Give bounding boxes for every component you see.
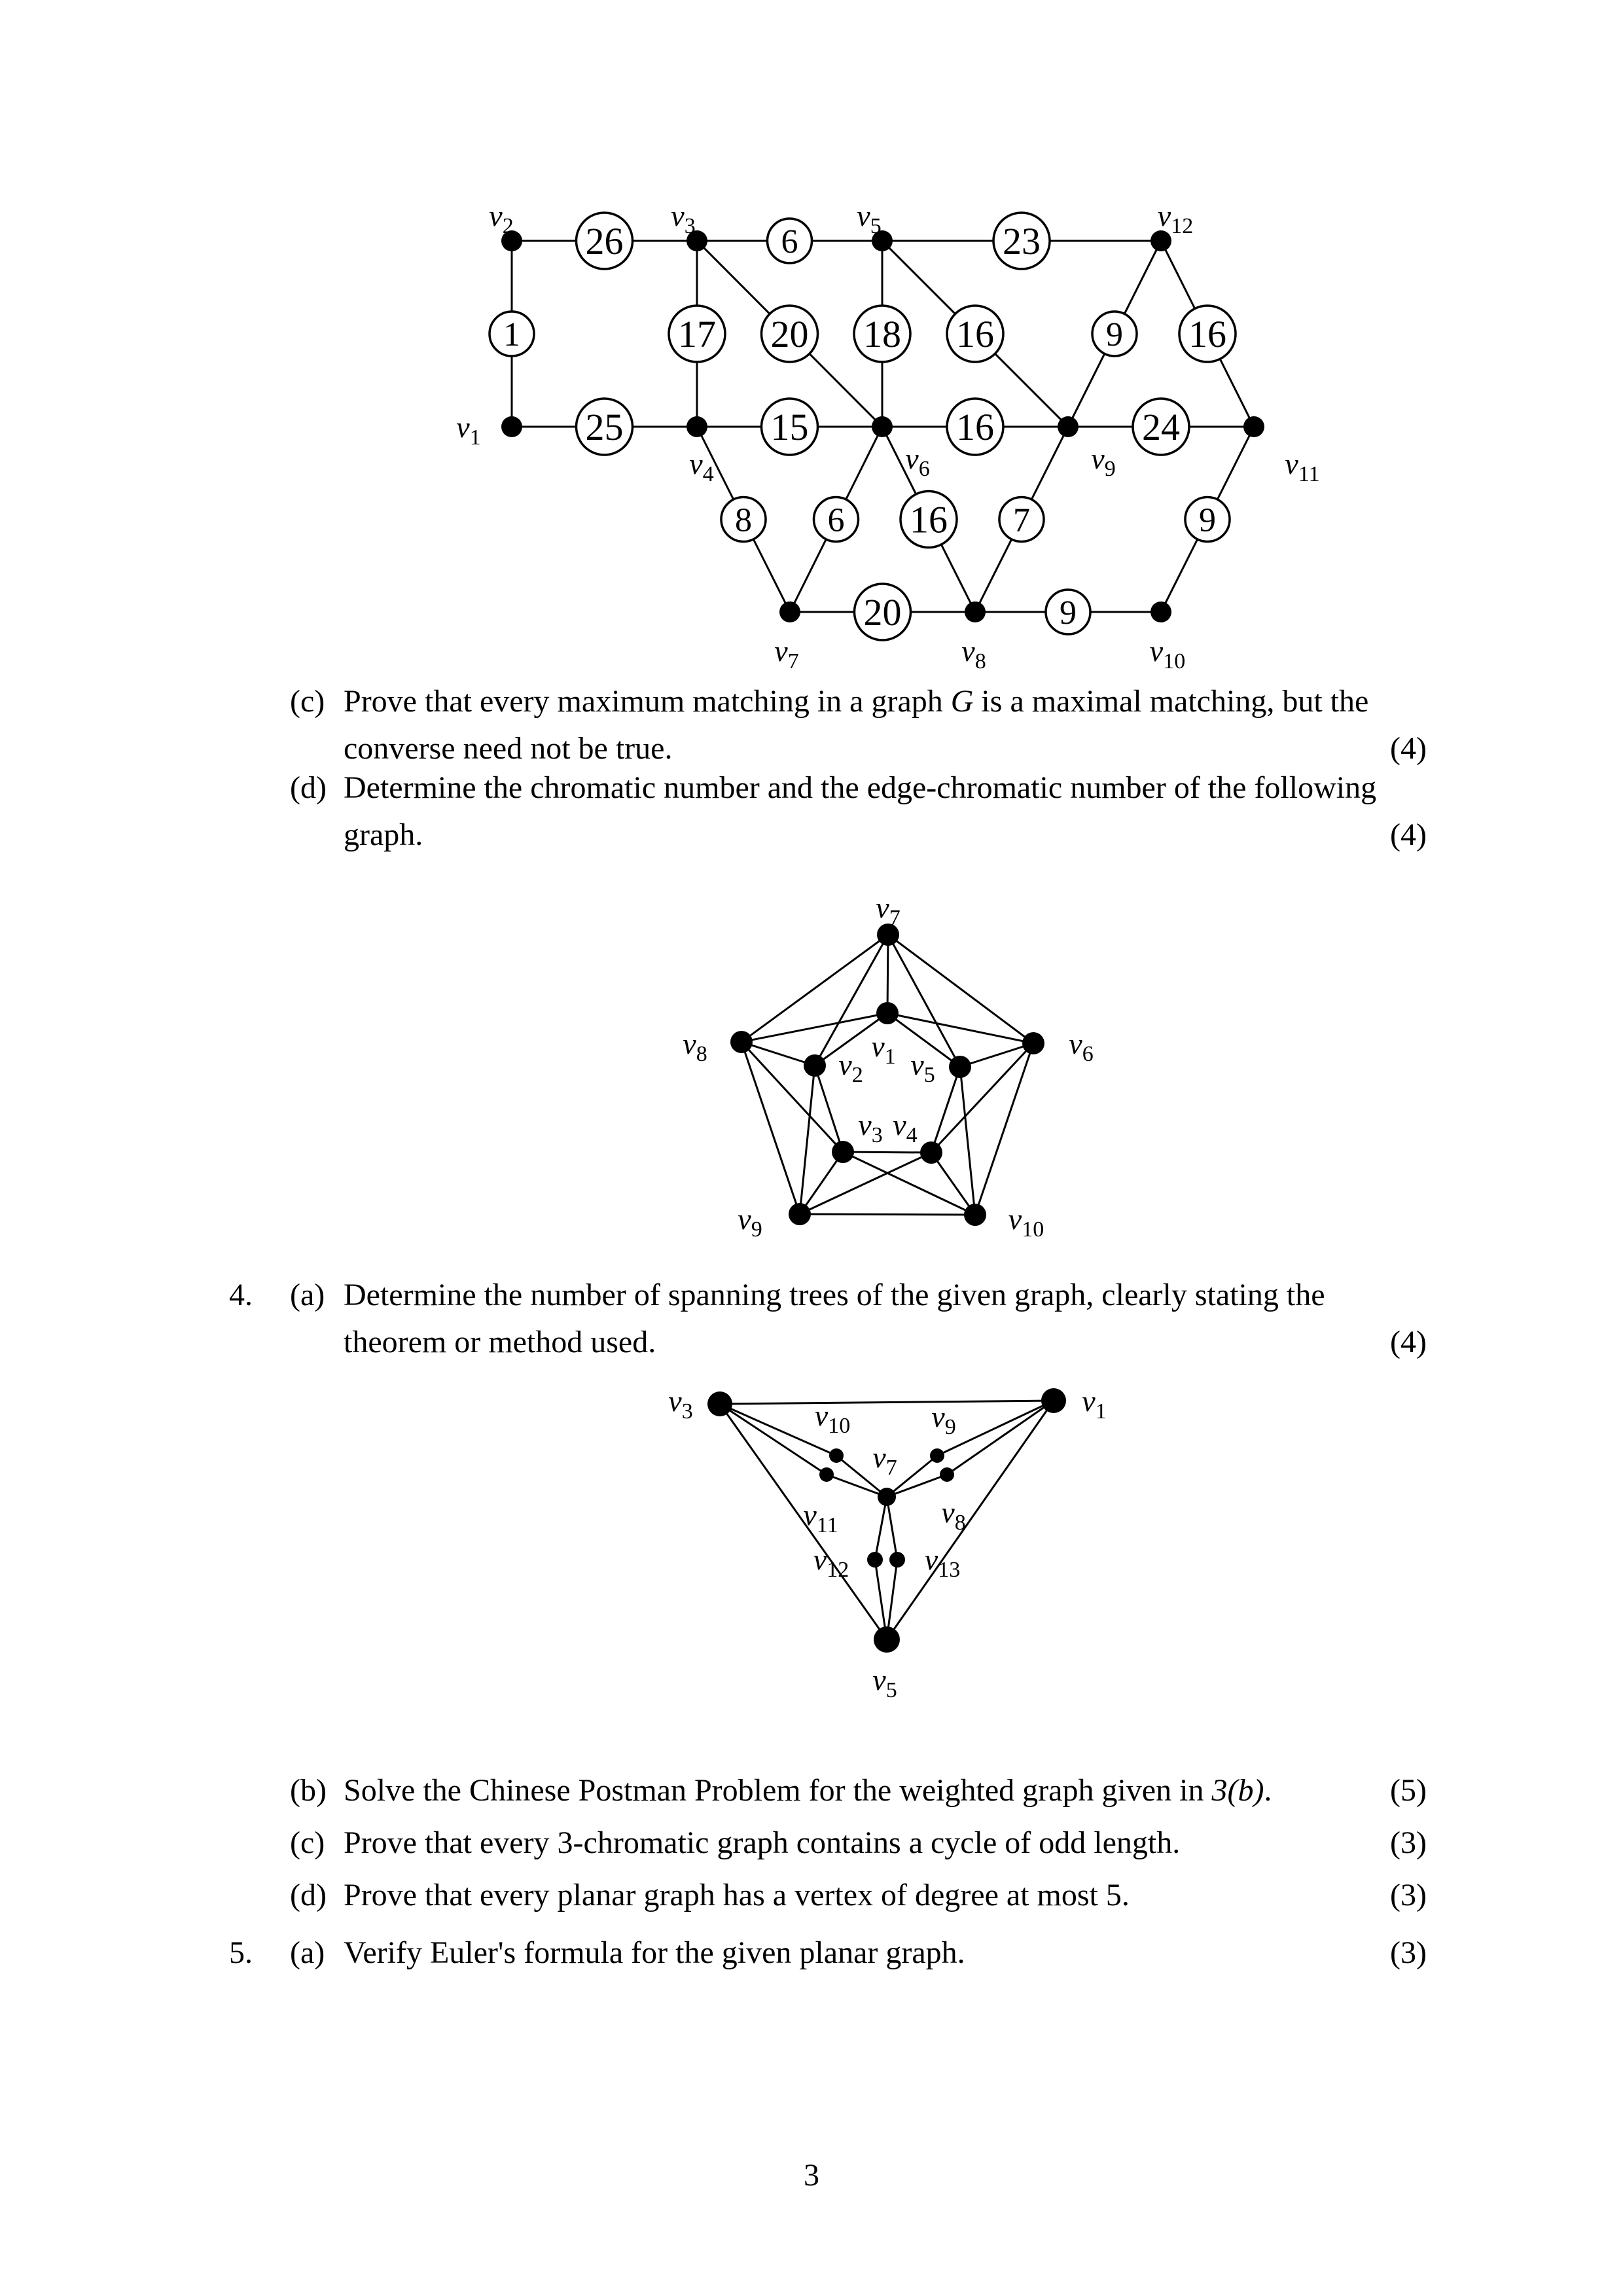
vertex-label-v8: v8 (941, 1496, 966, 1535)
weight-value: 20 (770, 313, 809, 355)
edge-v8-v1 (741, 1013, 887, 1042)
vertex-dot-v3 (832, 1141, 854, 1163)
item-c-line1-pre: Prove that every maximum matching in a graph (344, 684, 951, 719)
vertex-dot-v10 (964, 1204, 986, 1226)
item-c-line1-post: is a maximal matching, but the (973, 684, 1369, 719)
weight-value: 26 (585, 220, 624, 262)
vertex-dot-v1 (876, 1002, 899, 1024)
item-c-marker: (c) (290, 684, 325, 719)
edge-v10-v6 (975, 1043, 1033, 1215)
edge-v10-v3 (843, 1152, 975, 1215)
vertex-label-v11: v11 (803, 1498, 838, 1537)
vertex-label-v11: v11 (1285, 447, 1320, 486)
item-b2-marker: (b) (290, 1773, 327, 1808)
weight-value: 15 (770, 406, 809, 448)
vertex-label-v2: v2 (838, 1048, 863, 1087)
vertex-dot-v2 (804, 1054, 826, 1077)
vertex-label-v3: v3 (858, 1108, 883, 1147)
item-d-mark: (4) (1390, 817, 1427, 852)
edge-v11-v7 (827, 1475, 887, 1497)
vertex-label-v10: v10 (1008, 1202, 1044, 1242)
item-c-line1-G: G (950, 684, 974, 719)
edge-v10-v5 (960, 1067, 975, 1215)
vertex-dot-v10 (829, 1448, 844, 1463)
item-d-line1: Determine the chromatic number and the edge-chromatic number of the following (344, 770, 1377, 805)
vertex-label-v3: v3 (671, 199, 696, 238)
item-b2-line1 (344, 1775, 1272, 1806)
item-d2-mark: (3) (1390, 1878, 1427, 1912)
vertex-label-v9: v9 (738, 1202, 762, 1242)
vertex-label-v4: v4 (689, 447, 714, 486)
vertex-dot-v1 (1041, 1388, 1066, 1413)
item-b2-line1-post: . (1264, 1773, 1272, 1808)
vertex-label-v4: v4 (893, 1108, 918, 1147)
weight-value: 16 (956, 406, 994, 448)
vertex-dot-v1 (501, 416, 522, 437)
item-5a-mark: (3) (1390, 1935, 1427, 1970)
vertex-label-v9: v9 (931, 1400, 956, 1439)
vertex-label-v2: v2 (489, 199, 514, 238)
item-c2-line1: Prove that every 3-chromatic graph contains a cycle of odd length. (344, 1825, 1181, 1860)
edge-v3-v1 (720, 1401, 1054, 1404)
vertex-label-v10: v10 (814, 1399, 851, 1438)
vertex-label-v1: v1 (1082, 1384, 1107, 1424)
edge-v7-v13 (887, 1497, 897, 1560)
vertex-label-v3: v3 (668, 1384, 693, 1424)
item-c2-marker: (c) (290, 1825, 325, 1860)
item-4a-line1: Determine the number of spanning trees of the given graph, clearly stating the (344, 1278, 1325, 1312)
edge-v9-v2 (800, 1066, 815, 1214)
vertex-dot-v8 (730, 1031, 753, 1053)
vertex-dot-v9 (789, 1203, 811, 1225)
item-c-line2: converse need not be true. (344, 731, 673, 766)
weight-value: 20 (863, 591, 902, 634)
weight-value: 9 (1106, 316, 1123, 353)
item-c-mark: (4) (1390, 731, 1427, 766)
weight-value: 18 (863, 313, 901, 355)
item-c-line1 (344, 686, 1368, 717)
edge-v8-v9 (741, 1042, 800, 1214)
weighted-graph-figure (432, 177, 1322, 674)
vertex-label-v8: v8 (961, 634, 986, 673)
vertex-dot-v4 (687, 416, 707, 437)
vertex-label-v5: v5 (857, 199, 882, 238)
vertex-dot-v8 (940, 1467, 954, 1482)
edge-v3-v4 (843, 1152, 931, 1153)
weight-value: 7 (1013, 501, 1030, 539)
edge-v10-v4 (931, 1153, 975, 1215)
item-d-line2: graph. (344, 817, 423, 852)
vertex-label-v1: v1 (456, 410, 481, 450)
weight-value: 25 (585, 406, 624, 448)
vertex-label-v12: v12 (813, 1543, 849, 1582)
edge-v6-v7 (888, 935, 1033, 1043)
vertex-label-v13: v13 (924, 1543, 961, 1582)
edge-v7-v5 (888, 935, 960, 1067)
edge-v1-v5 (887, 1401, 1054, 1640)
vertex-label-v5: v5 (872, 1663, 897, 1702)
vertex-dot-v9 (930, 1448, 944, 1463)
item-5a-marker: (a) (290, 1935, 325, 1970)
vertex-dot-v5 (874, 1626, 900, 1653)
item-d-marker: (d) (290, 770, 327, 805)
vertex-dot-v10 (1150, 601, 1171, 622)
item-b2-mark: (5) (1390, 1773, 1427, 1808)
page-number: 3 (804, 2158, 819, 2193)
vertex-dot-v8 (965, 601, 986, 622)
weight-value: 16 (956, 313, 994, 355)
vertex-dot-v13 (889, 1552, 905, 1568)
vertex-dot-v6 (872, 416, 893, 437)
vertex-label-v12: v12 (1157, 199, 1194, 238)
edge-v7-v8 (741, 935, 888, 1042)
vertex-dot-v12 (867, 1552, 883, 1568)
weight-value: 9 (1060, 594, 1077, 632)
vertex-label-v7: v7 (876, 891, 901, 930)
vertex-label-v8: v8 (683, 1027, 707, 1066)
weight-value: 9 (1199, 501, 1216, 539)
vertex-label-v7: v7 (774, 634, 799, 673)
vertex-label-v1: v1 (871, 1030, 896, 1069)
vertex-label-v7: v7 (872, 1441, 897, 1480)
item-4a-mark: (4) (1390, 1325, 1427, 1359)
vertex-dot-v7 (779, 601, 800, 622)
weight-value: 6 (781, 223, 798, 260)
vertex-dot-v9 (1058, 416, 1079, 437)
weight-value: 1 (503, 316, 520, 353)
weight-value: 17 (678, 313, 716, 355)
vertex-dot-v4 (920, 1141, 942, 1164)
item-4a-line2: theorem or method used. (344, 1325, 656, 1359)
weight-value: 8 (735, 501, 752, 539)
section-4-number: 4. (229, 1278, 253, 1312)
weight-value: 24 (1142, 406, 1180, 448)
weight-value: 23 (1003, 220, 1041, 262)
vertex-dot-v3 (707, 1391, 732, 1416)
edge-v3-v11 (720, 1404, 827, 1475)
edge-v4-v5 (931, 1067, 960, 1153)
weight-value: 6 (827, 501, 845, 539)
item-b2-line1-pre: Solve the Chinese Postman Problem for the weighted graph given in (344, 1773, 1212, 1808)
edge-v7-v1 (887, 935, 888, 1013)
vertex-dot-v11 (1243, 416, 1264, 437)
section-5-number: 5. (229, 1935, 253, 1970)
vertex-dot-v5 (949, 1056, 971, 1078)
planar-graph-figure (641, 1361, 1139, 1715)
vertex-dot-v6 (1022, 1032, 1044, 1054)
vertex-dot-v11 (819, 1467, 834, 1482)
item-4a-marker: (a) (290, 1278, 325, 1312)
edge-v9-v10 (800, 1214, 975, 1215)
vertex-label-v10: v10 (1149, 634, 1186, 673)
vertex-dot-v7 (878, 1488, 896, 1506)
item-5a-line1: Verify Euler's formula for the given planar graph. (344, 1935, 965, 1970)
vertex-label-v9: v9 (1091, 442, 1116, 481)
item-c2-mark: (3) (1390, 1825, 1427, 1860)
item-d2-line1: Prove that every planar graph has a vertex of degree at most 5. (344, 1878, 1130, 1912)
vertex-label-v5: v5 (910, 1048, 935, 1087)
pentagon-graph-figure (668, 890, 1126, 1257)
vertex-dot-v12 (1150, 230, 1171, 251)
item-b2-line1-ref: 3(b) (1211, 1773, 1264, 1808)
vertex-label-v6: v6 (1069, 1027, 1094, 1066)
vertex-label-v6: v6 (905, 442, 930, 481)
item-d2-marker: (d) (290, 1878, 327, 1912)
edge-v1-v8 (947, 1401, 1054, 1475)
edge-v7-v12 (875, 1497, 887, 1560)
weight-value: 16 (910, 498, 948, 541)
weight-value: 16 (1188, 313, 1226, 355)
